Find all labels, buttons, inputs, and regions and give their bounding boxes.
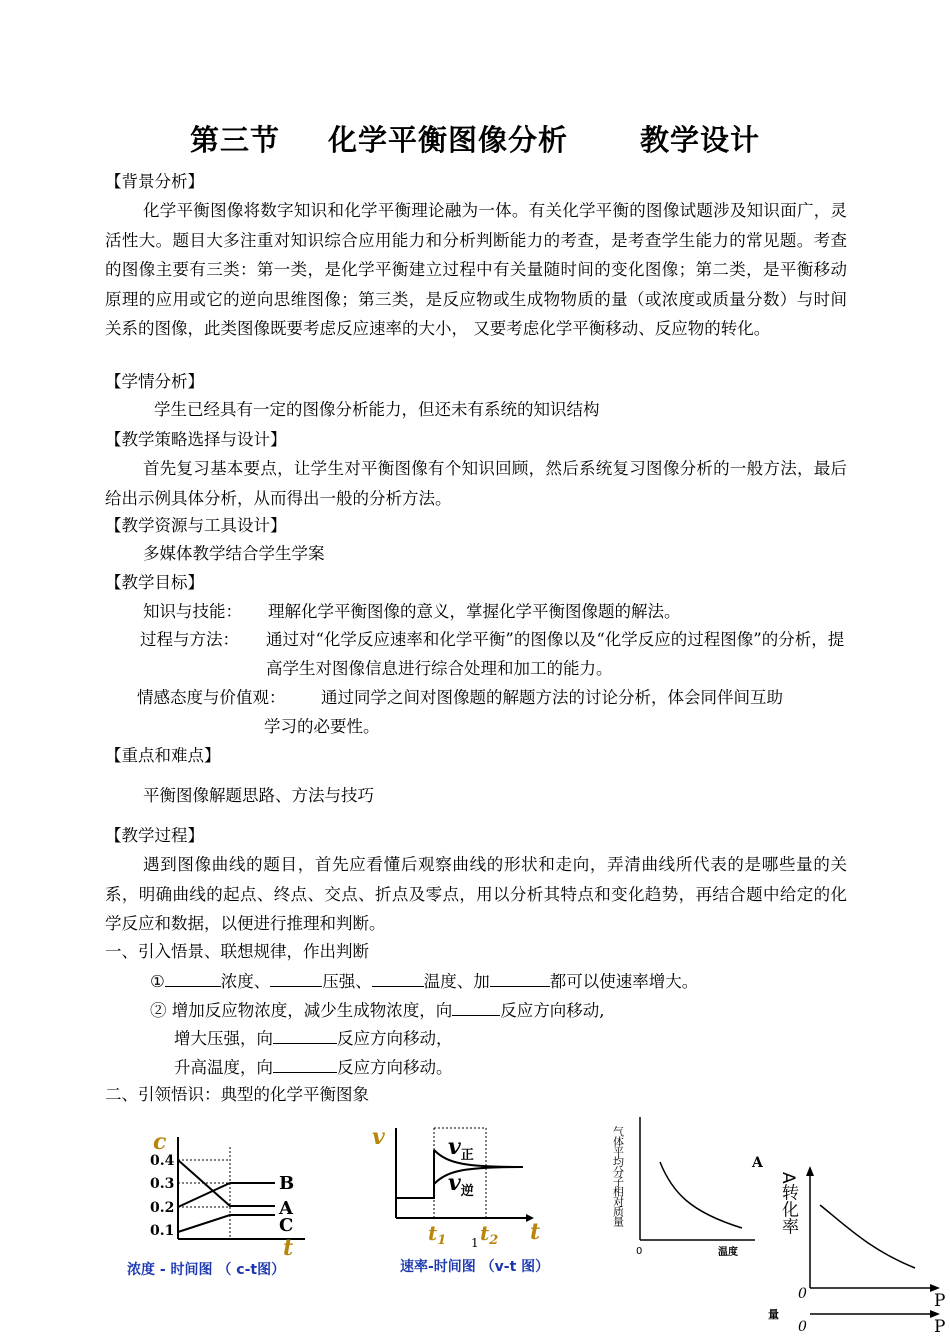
mt-origin: 0 <box>636 1246 643 1257</box>
ct-tick-01: 0.1 <box>150 1223 175 1239</box>
ap-x-axis-label: P <box>934 1291 946 1311</box>
ct-label-a: A <box>279 1198 293 1219</box>
ap-y-axis-label: A转化率 <box>778 1172 798 1235</box>
ap-y-arrow <box>806 1166 814 1176</box>
step1-heading: 一、引入悟景、联想规律，作出判断 <box>105 942 369 961</box>
goal1-text: 理解化学平衡图像的意义，掌握化学平衡图像题的解法。 <box>268 602 681 621</box>
page-title <box>0 118 950 159</box>
step2-heading: 二、引领悟识：典型的化学平衡图象 <box>105 1085 369 1104</box>
goal1-label: 知识与技能： <box>143 602 242 621</box>
resource-paragraph: 多媒体教学结合学生学案 <box>143 544 325 563</box>
student-heading: 【学情分析】 <box>105 372 204 391</box>
blank-7[interactable] <box>273 1054 337 1073</box>
blank-3[interactable] <box>372 968 424 987</box>
ct-figure <box>145 1125 315 1260</box>
resource-heading: 【教学资源与工具设计】 <box>105 516 287 535</box>
goal-heading: 【教学目标】 <box>105 573 204 592</box>
title-section: 第三节 <box>189 123 280 157</box>
strategy-paragraph: 首先复习基本要点，让学生对平衡图像有个知识回顾，然后系统复习图像分析的一般方法，最后给出示例具体分析，从而得出一般的分析方法。 <box>105 459 847 508</box>
ct-label-c: C <box>279 1215 294 1236</box>
vt-y-axis-label: v <box>372 1124 385 1150</box>
ct-x-axis-label: t <box>283 1235 294 1260</box>
ap-bottom-p: P <box>934 1317 946 1337</box>
vt-t1-label: $t_1$ <box>428 1221 447 1248</box>
ct-tick-03: 0.3 <box>150 1176 175 1192</box>
blank-1[interactable] <box>165 968 221 987</box>
question-2: ② 增加反应物浓度，减少生成物浓度，向 反应方向移动, <box>150 997 605 1023</box>
vt-t2-label: $t_2$ <box>480 1221 499 1248</box>
blank-6[interactable] <box>273 1025 337 1044</box>
vt-caption: 速率-时间图 （v-t 图） <box>400 1259 550 1275</box>
page-number: 1 <box>471 1236 479 1250</box>
question-3: 增大压强，向 反应方向移动， <box>174 1025 453 1051</box>
ct-label-b: B <box>279 1173 295 1194</box>
title-topic: 化学平衡图像分析 <box>327 123 568 157</box>
ct-curve-c <box>178 1215 275 1232</box>
goal3-text: 通过同学之间对图像题的解题方法的讨论分析，体会同伴间互助学习的必要性。 <box>264 688 783 736</box>
goal3-label: 情感态度与价值观： <box>137 688 286 707</box>
mt-y-axis-label: 气体平均分子相对质量 <box>611 1126 625 1226</box>
goal2-label: 过程与方法： <box>140 630 239 649</box>
ap-bottom-label: 量 <box>768 1308 779 1321</box>
key-paragraph: 平衡图像解题思路、方法与技巧 <box>143 786 374 805</box>
mt-figure <box>610 1112 760 1262</box>
vt-forward-label: $v_正$ <box>448 1134 474 1163</box>
vt-figure <box>368 1120 548 1250</box>
background-paragraph: 化学平衡图像将数字知识和化学平衡理论融为一体。有关化学平衡的图像试题涉及知识面广，灵活性大。题目大多注重对知识综合应用能力和分析判断能力的考查，是考查学生能力的常见题。考查的图像主要有三类：第一类，是化学平衡建立过程中有关量随时间的变化图像；第二类，是平衡移动原理的应用或它的逆向思维图像；第三类，是反应物或生成物物质的量（或浓度或质量分数）与时间关系的图像，此类图像既要考虑反应速率的大小， 又要考虑化学平衡移动、反应物的转化。 <box>105 201 847 338</box>
vt-step <box>396 1150 434 1198</box>
title-type: 教学设计 <box>640 123 761 157</box>
ap-curve <box>820 1205 915 1268</box>
process-heading: 【教学过程】 <box>105 826 204 845</box>
blank-2[interactable] <box>270 968 322 987</box>
blank-5[interactable] <box>452 997 500 1016</box>
ct-y-axis-label: c <box>153 1129 167 1155</box>
ct-caption: 浓度 - 时间图 （ c-t图） <box>127 1262 286 1278</box>
strategy-heading: 【教学策略选择与设计】 <box>105 430 287 449</box>
goal2-text: 通过对“化学反应速率和化学平衡”的图像以及“化学反应的过程图像”的分析，提高学生对图像信息进行综合处理和加工的能力。 <box>266 630 845 678</box>
ap-bottom-origin: 0 <box>798 1319 807 1335</box>
question-4: 升高温度，向 反应方向移动。 <box>174 1054 453 1080</box>
student-paragraph: 学生已经具有一定的图像分析能力，但还未有系统的知识结构 <box>154 400 600 419</box>
vt-reverse-label: $v_逆$ <box>448 1170 474 1199</box>
vt-x-axis-label: t <box>530 1219 541 1245</box>
ct-tick-02: 0.2 <box>150 1200 175 1216</box>
blank-4[interactable] <box>490 968 550 987</box>
mt-curve <box>660 1162 742 1228</box>
key-heading: 【重点和难点】 <box>105 746 221 765</box>
mt-x-axis-label: 温度 <box>718 1247 738 1258</box>
question-1: ① 浓度、 压强、 温度、加 都可以使速率增大。 <box>150 968 698 994</box>
ap-letter: A <box>752 1155 763 1171</box>
ap-figure <box>750 1150 950 1340</box>
background-heading: 【背景分析】 <box>105 172 204 191</box>
process-paragraph: 遇到图像曲线的题目，首先应看懂后观察曲线的形状和走向，弄清曲线所代表的是哪些量的关系，明确曲线的起点、终点、交点、折点及零点，用以分析其特点和变化趋势，再结合题中给定的化学反应和数据，以便进行推理和判断。 <box>105 855 847 933</box>
ap-origin: 0 <box>798 1286 807 1302</box>
ct-tick-04: 0.4 <box>150 1153 175 1169</box>
